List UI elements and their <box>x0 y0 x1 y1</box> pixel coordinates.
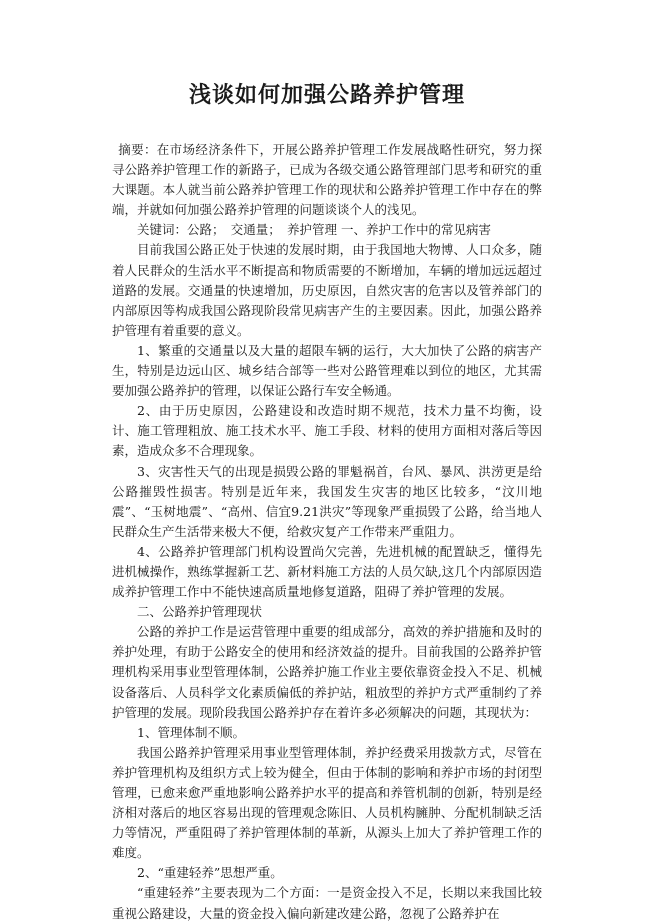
section-heading: 二、公路养护管理现状 <box>137 604 263 620</box>
abstract-paragraph: 摘要：在市场经济条件下，开展公路养护管理工作发展战略性研究，努力探寻公路养护管理工作的新路子，已成为各级交通公路管理部门思考和研究的重大课题。本人就当前公路养护管理工作的现状和公路养护管理工作中存在的弊端，并就如何加强公路养护管理的问题谈谈个人的浅见。 <box>112 142 542 218</box>
subsection-heading: 1、管理体制不顺。 <box>137 724 245 740</box>
body-paragraph: 1、繁重的交通量以及大量的超限车辆的运行，大大加快了公路的病害产生，特别是边远山区、城乡结合部等一些对公路管理难以到位的地区，尤其需要加强公路养护的管理，以保证公路行车安全畅通。 <box>112 342 542 399</box>
body-paragraph: 公路的养护工作是运营管理中重要的组成部分，高效的养护措施和及时的养护处理，有助于公路安全的使用和经济效益的提升。目前我国的公路养护管理机构采用事业型管理体制，公路养护施工作业主要依靠资金投入不足、机械设备落后、人员科学文化素质偏低的养护站，粗放型的养护方式严重制约了养护管理的发展。现阶段我国公路养护存在着许多必须解决的问题，其现状为： <box>112 624 542 720</box>
body-paragraph: 3、灾害性天气的出现是损毁公路的罪魁祸首，台风、暴风、洪涝更是给公路摧毁性损害。特别是近年来，我国发生灾害的地区比较多，“汶川地震”、“玉树地震”、“高州、信宜9.21洪灾”等现象严重损毁了公路，给当地人民群众生产生活带来极大不便，给救灾复产工作带来严重阻力。 <box>112 463 542 539</box>
subsection-heading: 2、“重建轻养”思想严重。 <box>137 865 283 881</box>
keywords-line: 关键词：公路； 交通量； 养护管理 一、养护工作中的常见病害 <box>137 222 491 238</box>
body-paragraph: 我国公路养护管理采用事业型管理体制，养护经费采用拨款方式，尽管在养护管理机构及组织方式上较为健全，但由于体制的影响和养护市场的封闭型管理，已愈来愈严重地影响公路养护水平的提高和养管机制的创新，特别是经济相对落后的地区容易出现的管理观念陈旧、人员机构臃肿、分配机制缺乏活力等情况，严重阻碍了养护管理体制的革新，从源头上加大了养护管理工作的难度。 <box>112 744 542 861</box>
document-title: 浅谈如何加强公路养护管理 <box>188 83 465 108</box>
body-paragraph: 目前我国公路正处于快速的发展时期，由于我国地大物博、人口众多，随着人民群众的生活水平不断提高和物质需要的不断增加，车辆的增加远远超过道路的发展。交通量的快速增加，历史原因，自然灾害的危害以及管养部门的内部原因等构成我国公路现阶段常见病害产生的主要因素。因此，加强公路养护管理有着重要的意义。 <box>112 242 542 338</box>
body-paragraph: “重建轻养”主要表现为二个方面：一是资金投入不足，长期以来我国比较重视公路建设，大量的资金投入偏向新建改建公路，忽视了公路养护在 <box>112 885 542 921</box>
body-paragraph: 2、由于历史原因，公路建设和改造时期不规范，技术力量不均衡，设计、施工管理粗放、施工技术水平、施工手段、材料的使用方面相对落后等因素，造成众多不合理现象。 <box>112 403 542 459</box>
body-paragraph: 4、公路养护管理部门机构设置尚欠完善，先进机械的配置缺乏，懂得先进机械操作，熟练掌握新工艺、新材料施工方法的人员欠缺,这几个内部原因造成养护管理工作中不能快速高质量地修复道路，阻碍了养护管理的发展。 <box>112 543 542 600</box>
